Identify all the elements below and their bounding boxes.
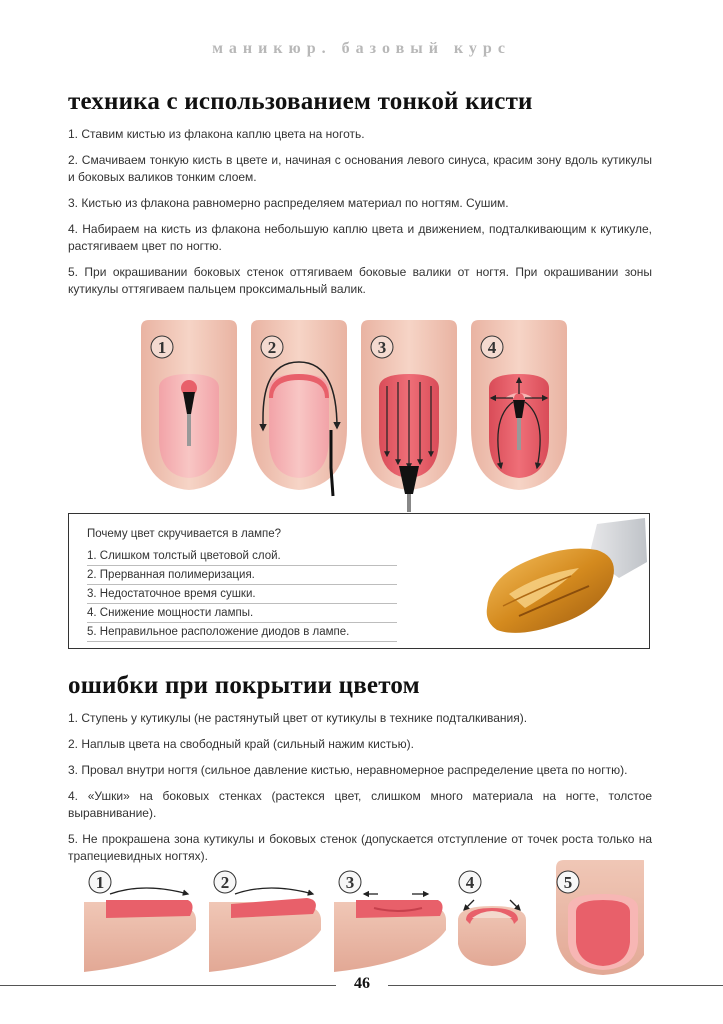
- footer-rule-right: [388, 985, 723, 986]
- technique-step: 2. Смачиваем тонкую кисть в цвете и, начиная с основания левого синуса, красим зону вдоль кутикулы и боковых валиков тонким слоем.: [68, 153, 652, 184]
- info-box-list: [87, 547, 397, 642]
- error-figure-5: [556, 860, 644, 975]
- figure-label: 3: [345, 873, 355, 892]
- technique-step: 4. Набираем на кисть из флакона небольшую каплю цвета и движением, подталкивающим к кутикуле, растягиваем цвет по ногтю.: [68, 222, 652, 253]
- figure-label: 2: [220, 873, 230, 892]
- list-item: 1. Слишком толстый цветовой слой.: [87, 547, 397, 566]
- error-step: 4. «Ушки» на боковых стенках (растекся цвет, слишком много материала на ногте, толстое выравнивание).: [68, 789, 652, 820]
- technique-illustration: [135, 318, 585, 513]
- figure-label: 1: [95, 873, 105, 892]
- list-item: 5. Неправильное расположение диодов в лампе.: [87, 623, 397, 642]
- section-title-errors: ошибки при покрытии цветом: [68, 672, 420, 699]
- errors-illustration: [84, 860, 644, 975]
- list-item: 4. Снижение мощности лампы.: [87, 604, 397, 623]
- list-item: 3. Недостаточное время сушки.: [87, 585, 397, 604]
- running-head: маникюр. базовый курс: [212, 40, 511, 57]
- technique-finger-4: [471, 320, 567, 490]
- list-item: 2. Прерванная полимеризация.: [87, 566, 397, 585]
- error-figure-4: [458, 871, 526, 966]
- error-figure-1: [84, 871, 196, 972]
- curled-gel-photo: [479, 516, 649, 646]
- error-step: 2. Наплыв цвета на свободный край (сильный нажим кистью).: [68, 737, 414, 751]
- figure-label: 3: [377, 338, 387, 357]
- error-figure-3: [334, 871, 446, 972]
- error-steps: [68, 710, 652, 865]
- error-figure-2: [209, 871, 321, 972]
- technique-step: 3. Кистью из флакона равномерно распределяем материал по ногтям. Сушим.: [68, 196, 509, 210]
- figure-label: 5: [563, 873, 573, 892]
- technique-finger-2: [251, 320, 347, 496]
- technique-step: 5. При окрашивании боковых стенок оттягиваем боковые валики от ногтя. При окрашивании зоны кутикулы оттягиваем пальцем проксимальный валик.: [68, 265, 652, 296]
- error-step: 5. Не прокрашена зона кутикулы и боковых стенок (допускается отступление от точек роста только на трапециевидных ногтях).: [68, 832, 652, 863]
- error-step: 3. Провал внутри ногтя (сильное давление кистью, неравномерное распределение цвета по ногтю).: [68, 763, 628, 777]
- figure-label: 4: [465, 873, 475, 892]
- footer-rule-left: [0, 985, 336, 986]
- figure-label: 2: [267, 338, 277, 357]
- info-box-title: Почему цвет скручивается в лампе?: [87, 528, 282, 540]
- error-step: 1. Ступень у кутикулы (не растянутый цвет от кутикулы в технике подталкивания).: [68, 711, 528, 725]
- technique-finger-3: [361, 320, 457, 512]
- section-title-technique: техника с использованием тонкой кисти: [68, 88, 533, 115]
- figure-label: 1: [157, 338, 167, 357]
- technique-steps: [68, 126, 652, 298]
- figure-label: 4: [487, 338, 497, 357]
- info-box: [68, 513, 650, 649]
- technique-step: 1. Ставим кистью из флакона каплю цвета на ноготь.: [68, 127, 365, 141]
- page-number: 46: [354, 975, 370, 992]
- technique-finger-1: [141, 320, 237, 490]
